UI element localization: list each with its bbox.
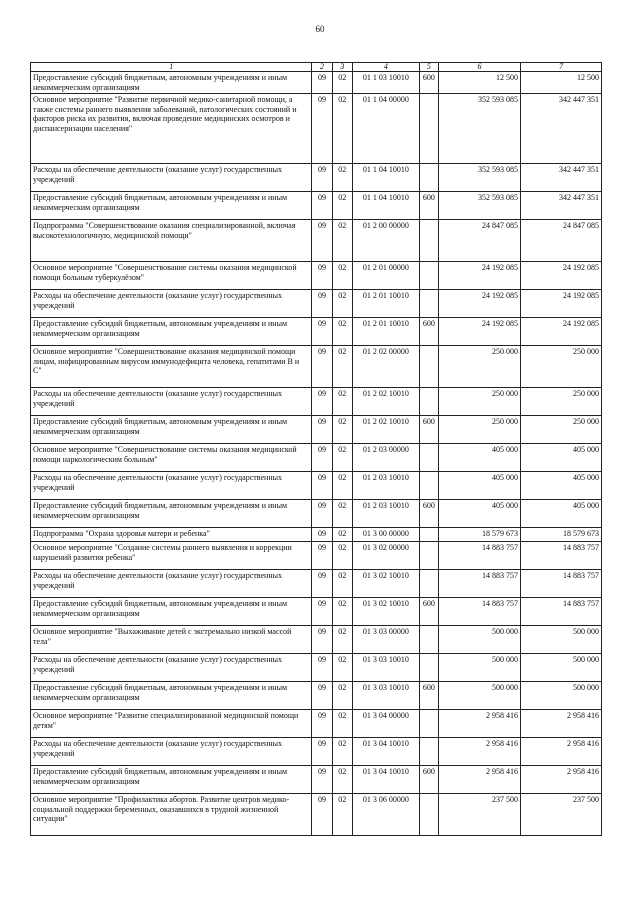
item-name-cell: Основное мероприятие "Совершенствование системы оказания медицинской помощи наркологическим больным": [31, 444, 312, 472]
section-code-cell: 09: [312, 290, 332, 318]
expense-type-cell: 600: [419, 598, 438, 626]
item-name-cell: Расходы на обеспечение деятельности (оказание услуг) государственных учреждений: [31, 738, 312, 766]
target-article-cell: 01 2 01 00000: [352, 262, 419, 290]
amount-year1-cell: 12 500: [438, 72, 520, 94]
target-article-cell: 01 3 04 10010: [352, 766, 419, 794]
expense-type-cell: [419, 738, 438, 766]
section-code-cell: 09: [312, 346, 332, 388]
subsection-code-cell: 02: [332, 318, 352, 346]
target-article-cell: 01 1 04 10010: [352, 164, 419, 192]
target-article-cell: 01 3 02 00000: [352, 542, 419, 570]
item-name-cell: Предоставление субсидий бюджетным, автономным учреждениям и иным некоммерческим организациям: [31, 416, 312, 444]
amount-year2-cell: 24 192 085: [520, 318, 601, 346]
amount-year2-cell: 2 958 416: [520, 710, 601, 738]
amount-year2-cell: 12 500: [520, 72, 601, 94]
target-article-cell: 01 2 03 00000: [352, 444, 419, 472]
section-code-cell: 09: [312, 72, 332, 94]
table-row: [31, 72, 602, 94]
expense-type-cell: [419, 472, 438, 500]
subsection-code-cell: 02: [332, 738, 352, 766]
amount-year1-cell: 500 000: [438, 626, 520, 654]
subsection-code-cell: 02: [332, 192, 352, 220]
subsection-code-cell: 02: [332, 710, 352, 738]
item-name-cell: Основное мероприятие "Профилактика абортов. Развитие центров медико-социальной поддержки беременных, оказавшихся в трудной жизненной ситуации": [31, 794, 312, 836]
table-row: [31, 388, 602, 416]
target-article-cell: 01 3 06 00000: [352, 794, 419, 836]
subsection-code-cell: 02: [332, 72, 352, 94]
item-name-cell: Расходы на обеспечение деятельности (оказание услуг) государственных учреждений: [31, 472, 312, 500]
expense-type-cell: [419, 220, 438, 262]
amount-year2-cell: 500 000: [520, 682, 601, 710]
section-code-cell: 09: [312, 500, 332, 528]
table-row: [31, 416, 602, 444]
amount-year2-cell: 2 958 416: [520, 766, 601, 794]
target-article-cell: 01 3 03 10010: [352, 654, 419, 682]
amount-year2-cell: 24 847 085: [520, 220, 601, 262]
subsection-code-cell: 02: [332, 164, 352, 192]
amount-year2-cell: 342 447 351: [520, 192, 601, 220]
target-article-cell: 01 3 02 10010: [352, 598, 419, 626]
item-name-cell: Расходы на обеспечение деятельности (оказание услуг) государственных учреждений: [31, 654, 312, 682]
amount-year1-cell: 500 000: [438, 682, 520, 710]
subsection-code-cell: 02: [332, 416, 352, 444]
expense-type-cell: [419, 346, 438, 388]
table-row: [31, 220, 602, 262]
amount-year2-cell: 405 000: [520, 472, 601, 500]
item-name-cell: Предоставление субсидий бюджетным, автономным учреждениям и иным некоммерческим организациям: [31, 766, 312, 794]
column-number-row: [31, 63, 602, 72]
table-row: [31, 164, 602, 192]
table-row: [31, 570, 602, 598]
expense-type-cell: [419, 164, 438, 192]
section-code-cell: 09: [312, 94, 332, 164]
table-row: [31, 262, 602, 290]
amount-year2-cell: 250 000: [520, 388, 601, 416]
amount-year2-cell: 2 958 416: [520, 738, 601, 766]
subsection-code-cell: 02: [332, 94, 352, 164]
amount-year2-cell: 24 192 085: [520, 290, 601, 318]
item-name-cell: Расходы на обеспечение деятельности (оказание услуг) государственных учреждений: [31, 570, 312, 598]
expense-type-cell: [419, 262, 438, 290]
item-name-cell: Основное мероприятие "Развитие первичной медико-санитарной помощи, а также системы раннего выявления заболеваний, патологических состояний и факторов риска их развития, включая проведение медицинских осмотров и диспансеризации населения": [31, 94, 312, 164]
section-code-cell: 09: [312, 598, 332, 626]
table-row: [31, 794, 602, 836]
expense-type-cell: 600: [419, 416, 438, 444]
expense-type-cell: 600: [419, 766, 438, 794]
subsection-code-cell: 02: [332, 570, 352, 598]
column-header-7: 7: [520, 63, 601, 72]
expense-type-cell: 600: [419, 682, 438, 710]
expense-type-cell: 600: [419, 318, 438, 346]
column-header-4: 4: [352, 63, 419, 72]
table-row: [31, 528, 602, 542]
amount-year2-cell: 500 000: [520, 626, 601, 654]
item-name-cell: Подпрограмма "Охрана здоровья матери и ребенка": [31, 528, 312, 542]
section-code-cell: 09: [312, 416, 332, 444]
section-code-cell: 09: [312, 626, 332, 654]
item-name-cell: Предоставление субсидий бюджетным, автономным учреждениям и иным некоммерческим организациям: [31, 682, 312, 710]
target-article-cell: 01 3 04 00000: [352, 710, 419, 738]
subsection-code-cell: 02: [332, 654, 352, 682]
item-name-cell: Расходы на обеспечение деятельности (оказание услуг) государственных учреждений: [31, 164, 312, 192]
item-name-cell: Предоставление субсидий бюджетным, автономным учреждениям и иным некоммерческим организациям: [31, 318, 312, 346]
expense-type-cell: [419, 794, 438, 836]
table-row: [31, 710, 602, 738]
table-row: [31, 500, 602, 528]
amount-year1-cell: 352 593 085: [438, 94, 520, 164]
subsection-code-cell: 02: [332, 346, 352, 388]
item-name-cell: Предоставление субсидий бюджетным, автономным учреждениям и иным некоммерческим организациям: [31, 192, 312, 220]
column-header-1: 1: [31, 63, 312, 72]
item-name-cell: Основное мероприятие "Выхаживание детей с экстремально низкой массой тела": [31, 626, 312, 654]
amount-year2-cell: 342 447 351: [520, 164, 601, 192]
target-article-cell: 01 2 02 00000: [352, 346, 419, 388]
table-row: [31, 682, 602, 710]
subsection-code-cell: 02: [332, 528, 352, 542]
table-row: [31, 766, 602, 794]
section-code-cell: 09: [312, 164, 332, 192]
section-code-cell: 09: [312, 766, 332, 794]
target-article-cell: 01 3 03 00000: [352, 626, 419, 654]
amount-year1-cell: 250 000: [438, 416, 520, 444]
subsection-code-cell: 02: [332, 472, 352, 500]
expense-type-cell: [419, 570, 438, 598]
section-code-cell: 09: [312, 220, 332, 262]
subsection-code-cell: 02: [332, 500, 352, 528]
item-name-cell: Основное мероприятие "Создание системы раннего выявления и коррекции нарушений развития ребенка": [31, 542, 312, 570]
amount-year1-cell: 14 883 757: [438, 542, 520, 570]
table-row: [31, 94, 602, 164]
section-code-cell: 09: [312, 570, 332, 598]
target-article-cell: 01 2 01 10010: [352, 290, 419, 318]
subsection-code-cell: 02: [332, 262, 352, 290]
target-article-cell: 01 2 02 10010: [352, 388, 419, 416]
item-name-cell: Предоставление субсидий бюджетным, автономным учреждениям и иным некоммерческим организациям: [31, 72, 312, 94]
expense-type-cell: [419, 444, 438, 472]
amount-year1-cell: 2 958 416: [438, 766, 520, 794]
budget-table: [30, 62, 602, 836]
amount-year2-cell: 237 500: [520, 794, 601, 836]
section-code-cell: 09: [312, 528, 332, 542]
section-code-cell: 09: [312, 472, 332, 500]
section-code-cell: 09: [312, 388, 332, 416]
amount-year2-cell: 250 000: [520, 346, 601, 388]
subsection-code-cell: 02: [332, 766, 352, 794]
amount-year2-cell: 18 579 673: [520, 528, 601, 542]
amount-year1-cell: 250 000: [438, 388, 520, 416]
table-row: [31, 542, 602, 570]
amount-year1-cell: 237 500: [438, 794, 520, 836]
item-name-cell: Подпрограмма "Совершенствование оказания специализированной, включая высокотехнологичную, медицинской помощи": [31, 220, 312, 262]
table-row: [31, 472, 602, 500]
table-row: [31, 444, 602, 472]
table-body: [31, 72, 602, 836]
target-article-cell: 01 3 02 10010: [352, 570, 419, 598]
target-article-cell: 01 1 04 10010: [352, 192, 419, 220]
expense-type-cell: [419, 94, 438, 164]
amount-year2-cell: 405 000: [520, 500, 601, 528]
table-row: [31, 654, 602, 682]
target-article-cell: 01 1 04 00000: [352, 94, 419, 164]
target-article-cell: 01 3 00 00000: [352, 528, 419, 542]
column-header-5: 5: [419, 63, 438, 72]
section-code-cell: 09: [312, 262, 332, 290]
amount-year2-cell: 14 883 757: [520, 570, 601, 598]
amount-year1-cell: 2 958 416: [438, 710, 520, 738]
item-name-cell: Расходы на обеспечение деятельности (оказание услуг) государственных учреждений: [31, 388, 312, 416]
target-article-cell: 01 2 03 10010: [352, 500, 419, 528]
subsection-code-cell: 02: [332, 794, 352, 836]
section-code-cell: 09: [312, 192, 332, 220]
expense-type-cell: [419, 626, 438, 654]
table-row: [31, 346, 602, 388]
subsection-code-cell: 02: [332, 388, 352, 416]
amount-year2-cell: 500 000: [520, 654, 601, 682]
expense-type-cell: [419, 290, 438, 318]
column-header-2: 2: [312, 63, 332, 72]
amount-year1-cell: 352 593 085: [438, 164, 520, 192]
item-name-cell: Предоставление субсидий бюджетным, автономным учреждениям и иным некоммерческим организациям: [31, 598, 312, 626]
table-row: [31, 192, 602, 220]
subsection-code-cell: 02: [332, 220, 352, 262]
item-name-cell: Расходы на обеспечение деятельности (оказание услуг) государственных учреждений: [31, 290, 312, 318]
subsection-code-cell: 02: [332, 682, 352, 710]
amount-year1-cell: 14 883 757: [438, 598, 520, 626]
amount-year1-cell: 24 847 085: [438, 220, 520, 262]
table-row: [31, 598, 602, 626]
target-article-cell: 01 1 03 10010: [352, 72, 419, 94]
amount-year1-cell: 2 958 416: [438, 738, 520, 766]
target-article-cell: 01 2 00 00000: [352, 220, 419, 262]
section-code-cell: 09: [312, 682, 332, 710]
table-row: [31, 626, 602, 654]
section-code-cell: 09: [312, 654, 332, 682]
expense-type-cell: [419, 654, 438, 682]
amount-year1-cell: 24 192 085: [438, 290, 520, 318]
target-article-cell: 01 3 04 10010: [352, 738, 419, 766]
amount-year1-cell: 405 000: [438, 500, 520, 528]
amount-year2-cell: 14 883 757: [520, 598, 601, 626]
subsection-code-cell: 02: [332, 626, 352, 654]
table-row: [31, 318, 602, 346]
expense-type-cell: [419, 542, 438, 570]
amount-year1-cell: 405 000: [438, 444, 520, 472]
amount-year1-cell: 14 883 757: [438, 570, 520, 598]
item-name-cell: Основное мероприятие "Совершенствование оказания медицинской помощи лицам, инфицированным вирусом иммунодефицита человека, гепатитами В и С": [31, 346, 312, 388]
target-article-cell: 01 2 03 10010: [352, 472, 419, 500]
section-code-cell: 09: [312, 710, 332, 738]
amount-year2-cell: 250 000: [520, 416, 601, 444]
page-number: 60: [315, 24, 325, 34]
expense-type-cell: [419, 528, 438, 542]
expense-type-cell: 600: [419, 192, 438, 220]
amount-year1-cell: 405 000: [438, 472, 520, 500]
amount-year2-cell: 342 447 351: [520, 94, 601, 164]
item-name-cell: Основное мероприятие "Развитие специализированной медицинской помощи детям": [31, 710, 312, 738]
section-code-cell: 09: [312, 542, 332, 570]
amount-year1-cell: 24 192 085: [438, 318, 520, 346]
amount-year1-cell: 352 593 085: [438, 192, 520, 220]
amount-year1-cell: 18 579 673: [438, 528, 520, 542]
subsection-code-cell: 02: [332, 290, 352, 318]
expense-type-cell: [419, 710, 438, 738]
table-row: [31, 738, 602, 766]
item-name-cell: Основное мероприятие "Совершенствование системы оказания медицинской помощи больным туберкулёзом": [31, 262, 312, 290]
subsection-code-cell: 02: [332, 598, 352, 626]
amount-year2-cell: 405 000: [520, 444, 601, 472]
amount-year2-cell: 24 192 085: [520, 262, 601, 290]
section-code-cell: 09: [312, 794, 332, 836]
expense-type-cell: 600: [419, 500, 438, 528]
amount-year1-cell: 24 192 085: [438, 262, 520, 290]
expense-type-cell: 600: [419, 72, 438, 94]
table-row: [31, 290, 602, 318]
item-name-cell: Предоставление субсидий бюджетным, автономным учреждениям и иным некоммерческим организациям: [31, 500, 312, 528]
amount-year1-cell: 250 000: [438, 346, 520, 388]
amount-year1-cell: 500 000: [438, 654, 520, 682]
section-code-cell: 09: [312, 738, 332, 766]
target-article-cell: 01 2 01 10010: [352, 318, 419, 346]
column-header-3: 3: [332, 63, 352, 72]
amount-year2-cell: 14 883 757: [520, 542, 601, 570]
target-article-cell: 01 2 02 10010: [352, 416, 419, 444]
column-header-6: 6: [438, 63, 520, 72]
target-article-cell: 01 3 03 10010: [352, 682, 419, 710]
expense-type-cell: [419, 388, 438, 416]
section-code-cell: 09: [312, 444, 332, 472]
section-code-cell: 09: [312, 318, 332, 346]
subsection-code-cell: 02: [332, 542, 352, 570]
subsection-code-cell: 02: [332, 444, 352, 472]
